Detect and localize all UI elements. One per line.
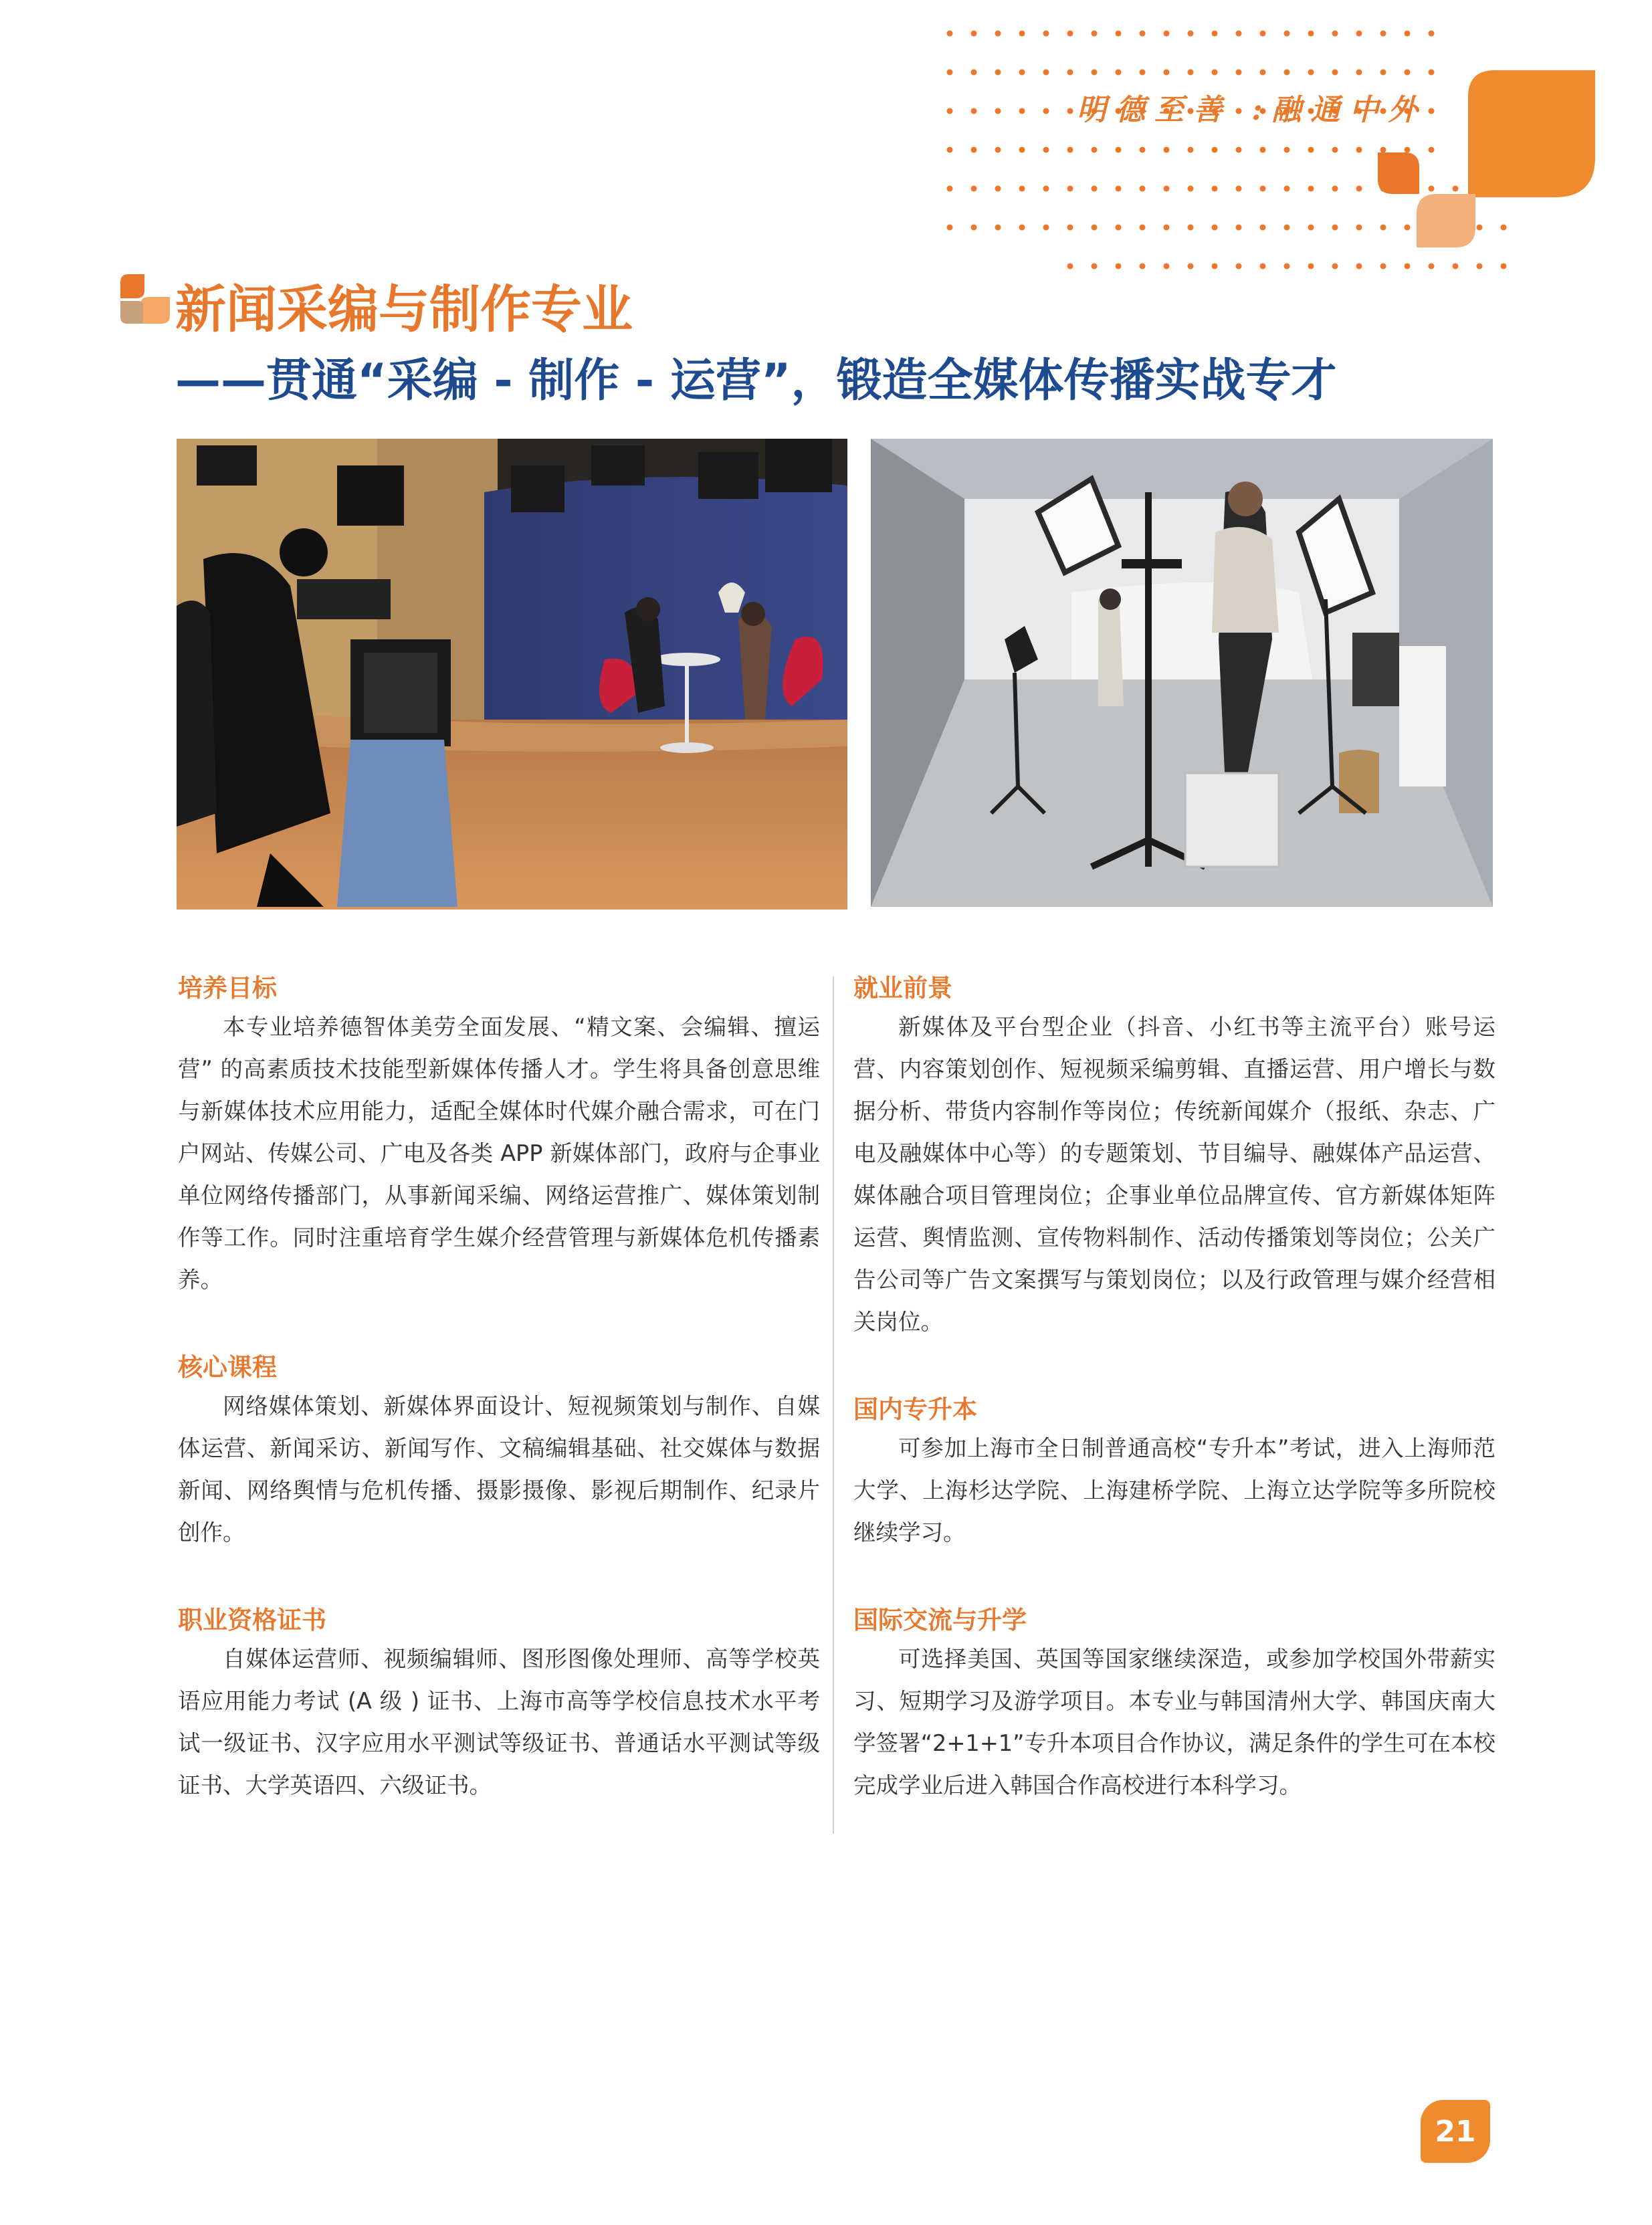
school-motto: 明德至善 :融通中外 xyxy=(1077,93,1427,127)
decorative-dot-pattern xyxy=(936,20,1538,301)
section-heading-international: 国际交流与升学 xyxy=(853,1606,1027,1634)
section-heading-training-goals: 培养目标 xyxy=(178,974,277,1002)
right-column xyxy=(853,971,1495,1806)
section-body-domestic-upgrade: 可参加上海市全日制普通高校“专升本”考试，进入上海师范大学、上海杉达学院、上海建桥学院、上海立达学院等多所院校继续学习。 xyxy=(853,1435,1495,1546)
broadcast-studio-photo xyxy=(177,439,847,910)
orange-leaf-large xyxy=(1468,70,1595,197)
page-title: 新闻采编与制作专业 xyxy=(175,280,633,339)
page-subtitle: ——贯通“采编 - 制作 - 运营”，锻造全媒体传播实战专才 xyxy=(175,354,1337,407)
peach-leaf xyxy=(1417,194,1475,247)
orange-leaf-small xyxy=(1378,152,1419,194)
section-heading-certificates: 职业资格证书 xyxy=(178,1606,326,1634)
section-heading-employment: 就业前景 xyxy=(853,974,952,1002)
section-body-international: 可选择美国、英国等国家继续深造，或参加学校国外带薪实习、短期学习及游学项目。本专业与韩国清州大学、韩国庆南大学签署“2+1+1”专升本项目合作协议，满足条件的学生可在本校完成学业后进入韩国合作高校进行本科学习。 xyxy=(853,1646,1495,1798)
page-number: 21 xyxy=(1421,2100,1490,2163)
left-column xyxy=(178,971,820,1806)
section-heading-core-courses: 核心课程 xyxy=(178,1353,277,1382)
title-leaf-icon xyxy=(120,274,170,324)
column-divider xyxy=(833,976,834,1834)
section-body-training-goals: 本专业培养德智体美劳全面发展、“精文案、会编辑、擅运营” 的高素质技术技能型新媒体传播人才。学生将具备创意思维与新媒体技术应用能力，适配全媒体时代媒介融合需求，可在门户网站、传媒公司、广电及各类 APP 新媒体部门，政府与企事业单位网络传播部门，从事新闻采编、网络运营推广、媒体策划制作等工作。同时注重培育学生媒介经营管理与新媒体危机传播素养。 xyxy=(178,1014,820,1293)
section-heading-domestic-upgrade: 国内专升本 xyxy=(853,1395,977,1424)
section-body-certificates: 自媒体运营师、视频编辑师、图形图像处理师、高等学校英语应用能力考试 (A 级 ) 证书、上海市高等学校信息技术水平考试一级证书、汉字应用水平测试等级证书、普通话水平测试等级证书、大学英语四、六级证书。 xyxy=(178,1646,820,1798)
section-body-employment: 新媒体及平台型企业（抖音、小红书等主流平台）账号运营、内容策划创作、短视频采编剪辑、直播运营、用户增长与数据分析、带货内容制作等岗位；传统新闻媒介（报纸、杂志、广电及融媒体中心等）的专题策划、节目编导、融媒体产品运营、媒体融合项目管理岗位；企事业单位品牌宣传、官方新媒体矩阵运营、舆情监测、宣传物料制作、活动传播策划等岗位；公关广告公司等广告文案撰写与策划岗位；以及行政管理与媒介经营相关岗位。 xyxy=(853,1014,1495,1335)
section-body-core-courses: 网络媒体策划、新媒体界面设计、短视频策划与制作、自媒体运营、新闻采访、新闻写作、文稿编辑基础、社交媒体与数据新闻、网络舆情与危机传播、摄影摄像、影视后期制作、纪录片创作。 xyxy=(178,1393,820,1546)
photo-studio-photo xyxy=(871,439,1493,907)
